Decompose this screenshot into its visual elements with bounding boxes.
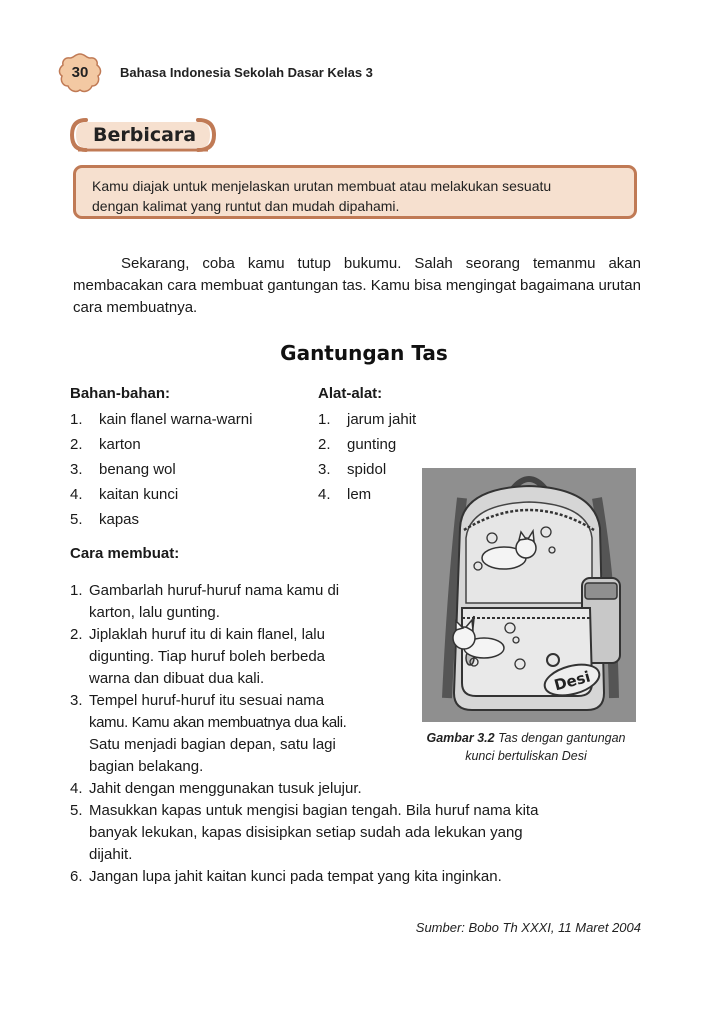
step-item: 5. Masukkan kapas untuk mengisi bagian tengah. Bila huruf nama kita banyak lekukan, kapas disisipkan setiap sudah ada lekukan yang dijahit. xyxy=(70,802,539,863)
caption-line: Tas dengan gantungan xyxy=(498,731,626,745)
page-title: Gantungan Tas xyxy=(280,341,448,365)
step-item: 2. Jiplaklah huruf itu di kain flanel, lalu digunting. Tiap huruf boleh berbeda warna dan dibuat dua kali. xyxy=(70,626,326,687)
step-item: 4. Jahit dengan menggunakan tusuk jelujur. xyxy=(70,780,362,797)
list-item: 5. kapas xyxy=(70,511,140,528)
objective-line: dengan kalimat yang runtut dan mudah dipahami. xyxy=(92,198,400,214)
step-item: 1. Gambarlah huruf-huruf nama kamu di karton, lalu gunting. xyxy=(70,582,340,621)
tag-text: Desi xyxy=(552,667,593,695)
materials-list xyxy=(70,407,252,532)
objective-line: Kamu diajak untuk menjelaskan urutan membuat atau melakukan sesuatu xyxy=(92,178,552,194)
objective-box xyxy=(73,165,637,219)
tools-list xyxy=(318,407,416,507)
step-item: 3. Tempel huruf-huruf itu sesuai nama kamu. Kamu akan membuatnya dua kali. Satu menjadi bagian depan, satu lagi bagian belakang. xyxy=(70,692,347,775)
page-number: 30 xyxy=(71,64,89,81)
page-number-badge xyxy=(57,52,103,94)
step-item: 6. Jangan lupa jahit kaitan kunci pada tempat yang kita inginkan. xyxy=(70,868,502,885)
list-item: 2. karton xyxy=(70,436,141,453)
section-tab xyxy=(68,116,218,154)
list-item: 3. benang wol xyxy=(70,461,176,478)
caption-label: Gambar 3.2 xyxy=(426,731,495,745)
tools-heading: Alat-alat: xyxy=(318,385,383,402)
caption-line: kunci bertuliskan Desi xyxy=(465,749,587,763)
list-item: 1. jarum jahit xyxy=(318,411,417,428)
backpack-figure xyxy=(422,468,636,722)
running-title: Bahasa Indonesia Sekolah Dasar Kelas 3 xyxy=(120,65,373,80)
figure-caption xyxy=(408,729,644,765)
list-item: 2. gunting xyxy=(318,436,397,453)
list-item: 4. kaitan kunci xyxy=(70,486,179,503)
intro-paragraph xyxy=(73,253,641,319)
intro-text: Sekarang, coba kamu tutup bukumu. Salah seorang temanmu akan membacakan cara membuat gantungan tas. Kamu bisa mengingat bagaimana urutan cara membuatnya. xyxy=(73,255,641,316)
materials-heading: Bahan-bahan: xyxy=(70,385,171,402)
instructions-heading: Cara membuat: xyxy=(70,545,180,562)
section-label: Berbicara xyxy=(93,124,197,146)
list-item: 3. spidol xyxy=(318,461,387,478)
source-credit: Sumber: Bobo Th XXXI, 11 Maret 2004 xyxy=(415,920,641,935)
backpack-illustration-icon xyxy=(422,468,636,722)
list-item: 4. lem xyxy=(318,486,372,503)
list-item: 1. kain flanel warna-warni xyxy=(70,411,253,428)
